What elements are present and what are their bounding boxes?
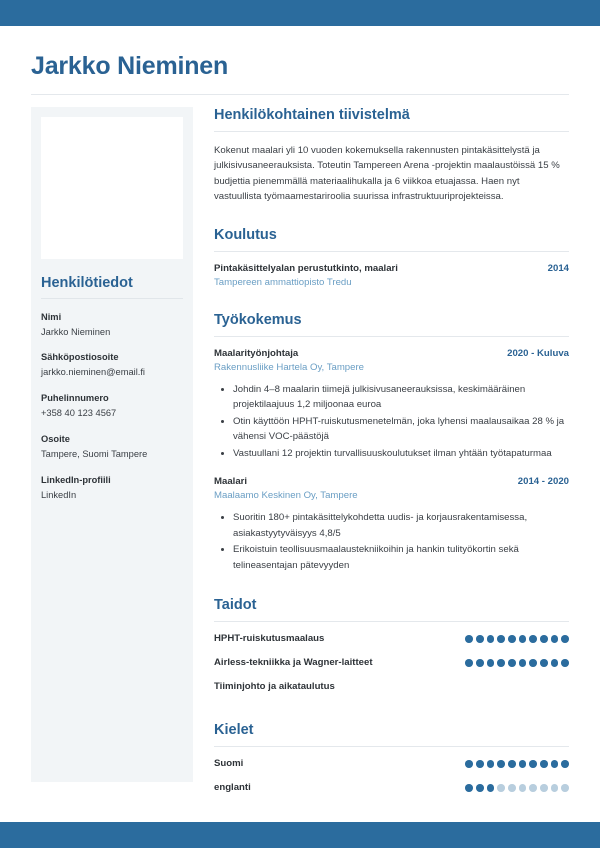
rating-dot-filled — [465, 635, 473, 643]
rating-dot-filled — [551, 635, 559, 643]
experience-entry — [214, 476, 569, 573]
list-item: • Suoritin 180+ pintakäsittelykohdetta uudis- ja korjausrakentamisessa, asiakastyytyväisyys 4,8/5 — [233, 510, 569, 541]
sidebar — [31, 107, 193, 782]
section-heading-experience: Työkokemus — [214, 311, 302, 328]
contact-value-linkedin[interactable]: LinkedIn — [41, 490, 77, 501]
rating-dot-empty — [519, 784, 527, 792]
entry-header — [214, 263, 569, 274]
spacer — [214, 705, 569, 722]
rating-dot-filled — [487, 635, 495, 643]
contact-item-phone — [41, 392, 183, 421]
section-summary — [214, 107, 569, 205]
section-heading-education: Koulutus — [214, 226, 277, 243]
photo-placeholder — [41, 117, 183, 259]
rating-dot-filled — [497, 760, 505, 768]
language-rating-dots — [465, 784, 569, 792]
rating-dot-filled — [465, 784, 473, 792]
education-title: Pintakäsittelyalan perustutkinto, maalari — [214, 262, 398, 274]
rating-dot-filled — [508, 635, 516, 643]
section-divider — [214, 336, 569, 337]
rating-dot-filled — [519, 659, 527, 667]
summary-text: Kokenut maalari yli 10 vuoden kokemuksella rakennusten pintakäsittelystä ja julkisivusaneerauksista. Toteutin Tampereen Arena -projektin maalaustöissä 15 % budjettia pienemmällä materiaalihukalla ja 6 viikkoa etuajassa. Haen nyt vastuullista työmaamestariroolia suurissa infrastruktuuriprojekteissa. — [214, 144, 560, 203]
skill-row — [214, 657, 569, 668]
rating-dot-filled — [497, 659, 505, 667]
experience-date: 2020 - Kuluva — [507, 347, 569, 359]
title-divider — [31, 94, 569, 95]
rating-dot-filled — [465, 659, 473, 667]
section-divider — [214, 746, 569, 747]
rating-dot-filled — [529, 659, 537, 667]
rating-dot-empty — [551, 784, 559, 792]
contact-list — [41, 311, 183, 504]
section-heading-skills: Taidot — [214, 597, 257, 614]
rating-dot-filled — [561, 635, 569, 643]
spacer — [214, 205, 569, 227]
section-divider — [214, 621, 569, 622]
rating-dot-filled — [519, 760, 527, 768]
language-rating-dots — [465, 760, 569, 768]
bottom-color-band — [0, 822, 600, 848]
experience-organization: Maalaamo Keskinen Oy, Tampere — [214, 490, 358, 502]
top-color-band — [0, 0, 600, 26]
spacer — [214, 463, 569, 476]
list-item: • Otin käyttöön HPHT-ruiskutusmenetelmän, joka lyhensi maalausaikaa 28 % ja vähensi VOC-päästöjä — [233, 414, 569, 445]
section-education — [214, 227, 569, 288]
contact-value: Jarkko Nieminen — [41, 326, 111, 337]
experience-organization: Rakennusliike Hartela Oy, Tampere — [214, 361, 365, 373]
rating-dot-filled — [497, 635, 505, 643]
contact-value: +358 40 123 4567 — [41, 408, 117, 419]
skill-rating-dots — [465, 659, 569, 667]
section-experience — [214, 312, 569, 574]
experience-bullets — [214, 510, 569, 573]
entry-header — [214, 348, 569, 359]
contact-item-address — [41, 433, 183, 462]
contact-value: Tampere, Suomi Tampere — [41, 449, 148, 460]
experience-title: Maalarityönjohtaja — [214, 347, 299, 359]
rating-dot-filled — [529, 760, 537, 768]
rating-dot-filled — [561, 760, 569, 768]
rating-dot-filled — [529, 635, 537, 643]
language-label: Suomi — [214, 758, 244, 770]
skill-row — [214, 681, 569, 692]
list-item: • Johdin 4–8 maalarin tiimejä julkisivusaneerauksissa, keskimääräinen projektilaajuus 1,2 miljoonaa euroa — [233, 382, 569, 413]
rating-dot-filled — [519, 635, 527, 643]
rating-dot-empty — [540, 784, 548, 792]
experience-title: Maalari — [214, 476, 248, 488]
spacer — [214, 290, 569, 312]
language-row — [214, 758, 569, 769]
list-item: • Vastuullani 12 projektin turvallisuuskoulutukset ilman yhtään työtapaturmaa — [233, 446, 569, 462]
contact-value: jarkko.nieminen@email.fi — [41, 367, 145, 378]
education-date: 2014 — [547, 262, 569, 274]
experience-entry — [214, 348, 569, 462]
entry-header — [214, 476, 569, 487]
contact-label: LinkedIn-profiili — [41, 475, 111, 486]
contact-item-name — [41, 311, 183, 340]
skill-label: Airless-tekniikka ja Wagner-laitteet — [214, 657, 373, 669]
section-heading-languages: Kielet — [214, 722, 254, 739]
rating-dot-filled — [508, 659, 516, 667]
contact-item-email — [41, 351, 183, 380]
rating-dot-filled — [487, 784, 495, 792]
section-heading-summary: Henkilökohtainen tiivistelmä — [214, 106, 410, 123]
contact-item-linkedin — [41, 474, 183, 503]
page-title: Jarkko Nieminen — [31, 52, 229, 80]
section-divider — [214, 251, 569, 252]
section-divider — [214, 131, 569, 132]
experience-bullets — [214, 382, 569, 462]
education-entry — [214, 263, 569, 288]
rating-dot-filled — [551, 760, 559, 768]
sidebar-heading-divider — [41, 298, 183, 299]
rating-dot-filled — [551, 659, 559, 667]
language-row — [214, 782, 569, 793]
contact-label: Puhelinnumero — [41, 393, 109, 404]
sidebar-heading-personal-details: Henkilötiedot — [41, 274, 133, 291]
contact-label: Nimi — [41, 311, 62, 322]
rating-dot-empty — [529, 784, 537, 792]
rating-dot-empty — [508, 784, 516, 792]
rating-dot-filled — [476, 635, 484, 643]
rating-dot-filled — [540, 635, 548, 643]
rating-dot-filled — [561, 659, 569, 667]
rating-dot-empty — [561, 784, 569, 792]
spacer — [214, 575, 569, 597]
experience-date: 2014 - 2020 — [517, 476, 569, 488]
section-skills — [214, 597, 569, 692]
rating-dot-filled — [476, 659, 484, 667]
rating-dot-filled — [465, 760, 473, 768]
language-label: englanti — [214, 782, 251, 794]
rating-dot-filled — [487, 659, 495, 667]
two-column-layout — [31, 107, 569, 807]
rating-dot-filled — [476, 784, 484, 792]
education-organization: Tampereen ammattiopisto Tredu — [214, 276, 352, 288]
rating-dot-filled — [540, 659, 548, 667]
section-languages — [214, 722, 569, 793]
rating-dot-filled — [487, 760, 495, 768]
rating-dot-filled — [540, 760, 548, 768]
main-column — [193, 107, 569, 807]
skill-rating-dots — [465, 635, 569, 643]
list-item: • Erikoistuin teollisuusmaalaustekniikoihin ja hankin tulityökortin sekä telineasentajan pätevyyden — [233, 542, 569, 573]
rating-dot-filled — [508, 760, 516, 768]
contact-label: Osoite — [41, 434, 70, 445]
skill-row — [214, 633, 569, 644]
skill-label: Tiiminjohto ja aikataulutus — [214, 681, 335, 693]
rating-dot-filled — [476, 760, 484, 768]
rating-dot-empty — [497, 784, 505, 792]
contact-label: Sähköpostiosoite — [41, 352, 119, 363]
resume-content — [0, 26, 600, 822]
skill-label: HPHT-ruiskutusmaalaus — [214, 633, 325, 645]
